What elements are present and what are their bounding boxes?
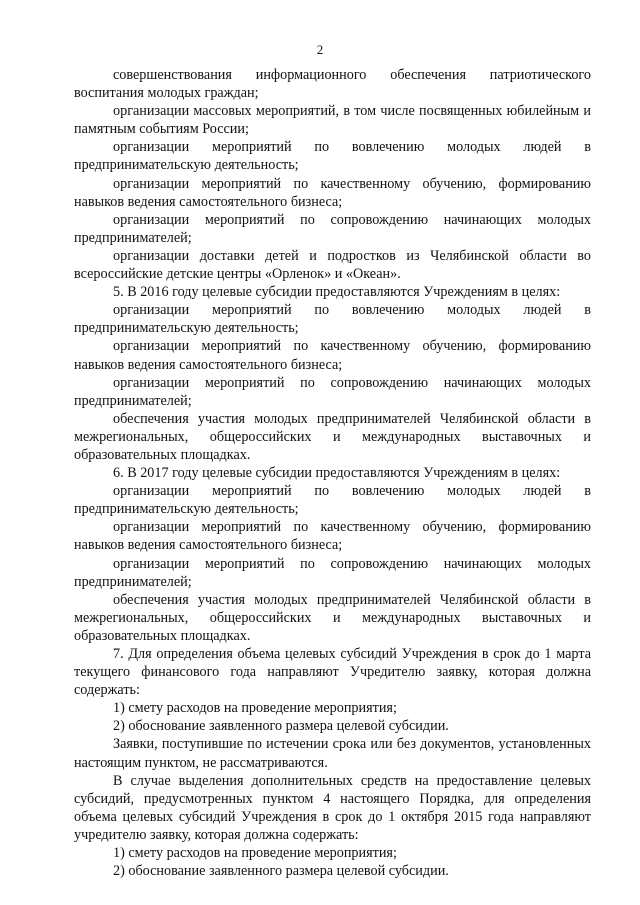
paragraph: организации доставки детей и подростков из Челябинской области во всероссийские детские центры «Орленок» и «Океан».: [74, 247, 591, 283]
paragraph: совершенствования информационного обеспечения патриотического воспитания молодых граждан;: [74, 67, 591, 102]
paragraph: 1) смету расходов на проведение мероприятия;: [113, 700, 397, 717]
paragraph: организации мероприятий по сопровождению начинающих молодых предпринимателей;: [74, 374, 591, 409]
paragraph: обеспечения участия молодых предпринимателей Челябинской области в межрегиональных, общероссийских и международных выставочных и образовательных площадках.: [74, 591, 591, 644]
paragraph: В случае выделения дополнительных средств на предоставление целевых субсидий, предусмотренных пунктом 4 настоящего Порядка, для определения объема целевых субсидий Учреждения в срок до 1 октября 2015 года направляют учредителю заявку, которая должна содержать:: [74, 772, 591, 843]
paragraph: организации мероприятий по вовлечению молодых людей в предпринимательскую деятельность;: [74, 139, 591, 174]
paragraph: Заявки, поступившие по истечении срока или без документов, установленных настоящим пунктом, не рассматриваются.: [74, 736, 591, 771]
paragraph: организации массовых мероприятий, в том числе посвященных юбилейным и памятным событиям России;: [74, 103, 591, 138]
page-number: 2: [316, 42, 324, 57]
section-heading-item-7: 7. Для определения объема целевых субсидий Учреждения в срок до 1 марта текущего финансового года направляют Учредителю заявку, которая должна содержать:: [74, 646, 591, 699]
paragraph: обеспечения участия молодых предпринимателей Челябинской области в межрегиональных, общероссийских и международных выставочных и образовательных площадках.: [74, 410, 591, 463]
paragraph: организации мероприятий по сопровождению начинающих молодых предпринимателей;: [74, 555, 591, 590]
paragraph: организации мероприятий по вовлечению молодых людей в предпринимательскую деятельность;: [74, 302, 591, 337]
paragraph: организации мероприятий по сопровождению начинающих молодых предпринимателей;: [74, 211, 591, 246]
paragraph: организации мероприятий по вовлечению молодых людей в предпринимательскую деятельность;: [74, 483, 591, 518]
paragraph: 2) обоснование заявленного размера целевой субсидии.: [113, 863, 449, 880]
section-heading-item-5: 5. В 2016 году целевые субсидии предоставляются Учреждениям в целях:: [113, 284, 561, 301]
paragraph: организации мероприятий по качественному обучению, формированию навыков ведения самостоятельного бизнеса;: [74, 519, 591, 554]
paragraph: 1) смету расходов на проведение мероприятия;: [113, 845, 397, 862]
section-heading-item-6: 6. В 2017 году целевые субсидии предоставляются Учреждениям в целях:: [113, 465, 561, 482]
paragraph: 2) обоснование заявленного размера целевой субсидии.: [113, 718, 449, 735]
paragraph: организации мероприятий по качественному обучению, формированию навыков ведения самостоятельного бизнеса;: [74, 338, 591, 373]
document-body: [74, 66, 591, 880]
paragraph: организации мероприятий по качественному обучению, формированию навыков ведения самостоятельного бизнеса;: [74, 175, 591, 210]
